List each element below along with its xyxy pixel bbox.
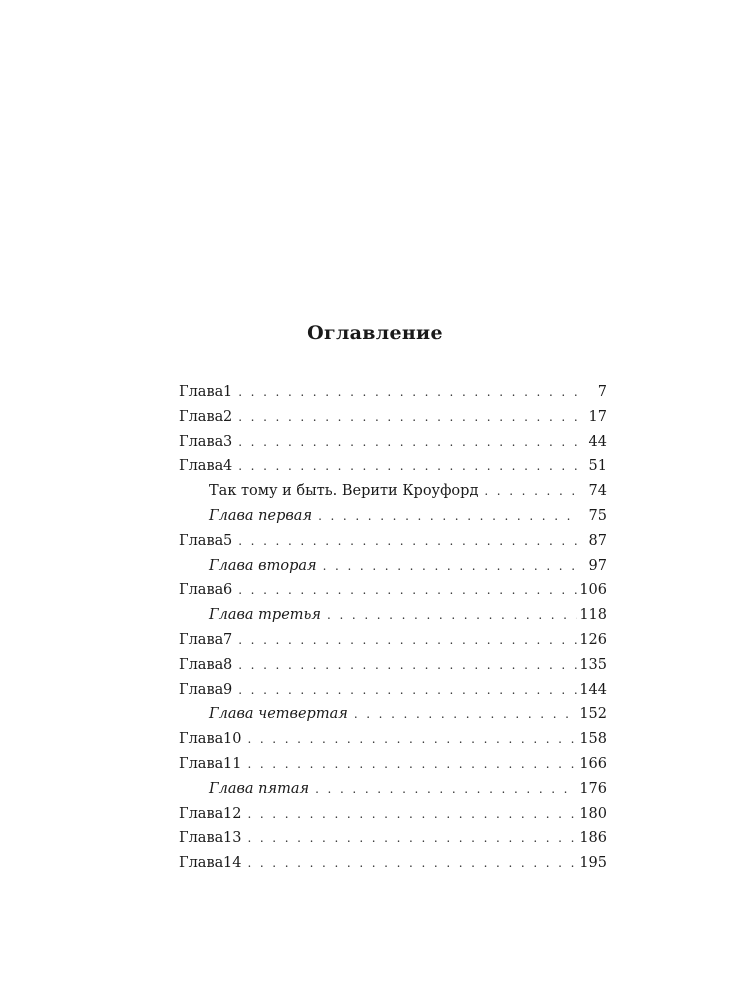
chapter-number: 13 [223,830,242,847]
chapter-word: Глава [179,656,224,673]
chapter-number: 10 [223,731,242,748]
chapter-word: Глава [179,433,224,450]
page-number: 74 [588,483,607,500]
chapter-number: 2 [223,408,233,425]
dot-leader [247,851,577,876]
toc-entry [179,554,607,579]
chapter-number: 14 [223,855,242,872]
dot-leader [247,727,577,752]
toc-entry-label: Глава первая [209,507,313,524]
page-number: 195 [579,855,607,872]
chapter-number: 5 [223,532,233,549]
dot-leader [484,479,577,504]
page-number: 158 [579,731,607,748]
toc-entry [179,380,607,405]
chapter-number: 12 [223,805,242,822]
page-number: 51 [588,458,607,475]
toc-entry-label [179,678,238,703]
dot-leader [238,454,577,479]
toc-entry-label [179,578,238,603]
dot-leader [238,430,577,455]
page-number: 135 [579,656,607,673]
chapter-word: Глава [179,755,224,772]
chapter-word: Глава [179,681,224,698]
toc-entry-label: Глава четвертая [209,706,348,723]
page-number: 44 [588,433,607,450]
dot-leader [315,777,577,802]
page-number: 180 [579,805,607,822]
toc-entry-label: Глава пятая [209,780,310,797]
page-number: 7 [597,384,607,400]
toc-entry-label: Так тому и быть. Верити Кроуфорд [209,483,479,500]
toc-entry-label [179,851,247,876]
toc-entry [179,851,607,876]
toc-entry-label [179,380,238,405]
toc-entry [179,504,607,529]
chapter-word: Глава [179,532,224,549]
page-number: 106 [579,582,607,599]
page-title: Оглавление [307,322,443,344]
chapter-number: 3 [223,433,233,450]
toc-entry-label [179,653,238,678]
toc-entry-label: Глава третья [209,607,322,624]
chapter-word: Глава [179,830,224,847]
dot-leader [238,405,577,430]
dot-leader [354,702,577,727]
chapter-word: Глава [179,631,224,648]
dot-leader [247,752,577,777]
toc-entry [179,702,607,727]
page-number: 97 [588,557,607,574]
dot-leader [238,678,577,703]
toc-entry [179,479,607,504]
page-number: 166 [579,755,607,772]
chapter-number: 4 [223,458,233,475]
dot-leader [327,603,577,628]
chapter-number: 6 [223,582,233,599]
toc-entry [179,777,607,802]
toc-entry-label [179,752,247,777]
dot-leader [323,554,577,579]
toc-entry [179,405,607,430]
toc-entry-label [179,802,247,827]
page-number: 152 [579,706,607,723]
chapter-word: Глава [179,408,224,425]
page-number: 176 [579,780,607,797]
chapter-number: 8 [223,656,233,673]
chapter-number: 7 [223,631,233,648]
chapter-word: Глава [179,384,224,400]
page-number: 87 [588,532,607,549]
toc-entry [179,727,607,752]
page-number: 75 [588,507,607,524]
toc-entry-label [179,727,247,752]
dot-leader [238,653,577,678]
toc-entry-label [179,826,247,851]
toc-entry-label: Глава вторая [209,557,317,574]
dot-leader [247,826,577,851]
toc-entry [179,529,607,554]
page-number: 17 [588,408,607,425]
toc-entry [179,603,607,628]
chapter-number: 11 [223,755,242,772]
dot-leader [318,504,577,529]
toc-entry [179,678,607,703]
toc-entry-label [179,405,238,430]
dot-leader [238,578,577,603]
table-of-contents [179,380,607,876]
toc-entry [179,802,607,827]
dot-leader [238,529,577,554]
chapter-word: Глава [179,458,224,475]
toc-entry [179,628,607,653]
toc-entry [179,752,607,777]
chapter-word: Глава [179,731,224,748]
toc-entry [179,430,607,455]
dot-leader [238,628,577,653]
page-number: 118 [579,607,607,624]
chapter-word: Глава [179,855,224,872]
chapter-number: 1 [223,384,233,400]
toc-entry [179,578,607,603]
toc-entry [179,454,607,479]
toc-entry-label [179,529,238,554]
dot-leader [247,802,577,827]
chapter-word: Глава [179,582,224,599]
page-number: 144 [579,681,607,698]
dot-leader [238,380,577,405]
toc-entry-label [179,628,238,653]
toc-entry [179,826,607,851]
page-number: 126 [579,631,607,648]
toc-entry-label [179,430,238,455]
chapter-number: 9 [223,681,233,698]
page-number: 186 [579,830,607,847]
toc-entry [179,653,607,678]
toc-entry-label [179,454,238,479]
chapter-word: Глава [179,805,224,822]
